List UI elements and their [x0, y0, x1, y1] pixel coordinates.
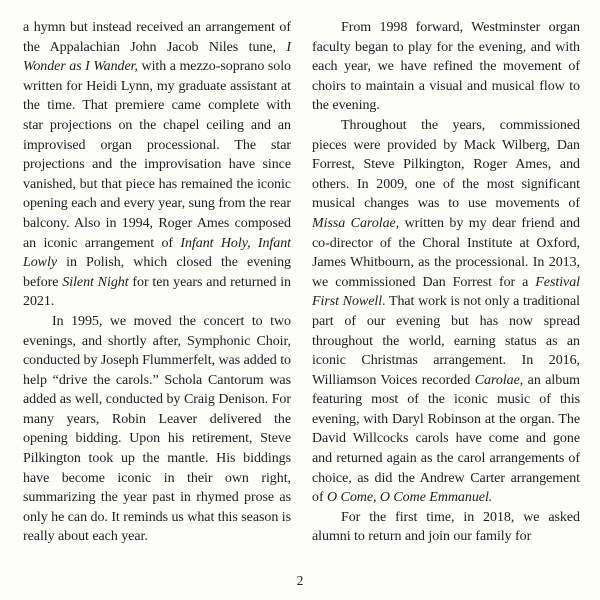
paragraph: Throughout the years, commissioned pieces were provided by Mack Wilberg, Dan Forrest, Steve Pilkington, Roger Ames, and others. In 2009, one of the most significant musical changes was to use movements of Missa Carolae, written by my dear friend and co-director of the Choral Institute at Oxford, James Whitbourn, as the processional. In 2013, we commissioned Dan Forrest for a Festival First Nowell. That work is not only a traditional part of our evening but has now spread throughout the world, earning status as an iconic Christmas arrangement. In 2016, Williamson Voices recorded Carolae, an album featuring most of the iconic music of this evening, with Daryl Robinson at the organ. The David Willcocks carols have come and gone and returned again as the carol arrangements of choice, as did the Andrew Carter arrangement of O Come, O Come Emmanuel. [312, 117, 580, 506]
paragraph: From 1998 forward, Westminster organ faculty began to play for the evening, and with each year, we have refined the movement of choirs to maintain a visual and musical flow to the evening. [312, 20, 580, 114]
paragraph: In 1995, we moved the concert to two evenings, and shortly after, Symphonic Choir, conducted by Joseph Flummerfelt, was added to help “drive the carols.” Schola Cantorum was added as well, conducted by Craig Denison. For many years, Robin Leaver delivered the opening bidding. Upon his retirement, Steve Pilkington took up the mantle. His biddings have become iconic in their own right, summarizing the year past in rhymed prose as only he can do. It reminds us what this season is really about each year. [23, 313, 291, 545]
paragraph: a hymn but instead received an arrangement of the Appalachian John Jacob Niles tune, I Wonder as I Wander, with a mezzo-soprano solo written for Heidi Lynn, my graduate assistant at the time. That premiere came complete with star projections on the chapel ceiling and an improvised organ processional. The star projections and the improvisation have since vanished, but that piece has remained the iconic opening each and every year, sung from the rear balcony. Also in 1994, Roger Ames composed an iconic arrangement of Infant Holy, Infant Lowly in Polish, which closed the evening before Silent Night for ten years and returned in 2021. [23, 20, 292, 310]
text-column-right [312, 18, 580, 547]
text-columns [23, 18, 578, 547]
text-column-left [23, 18, 291, 547]
paragraph: For the first time, in 2018, we asked alumni to return and join our family for [312, 509, 580, 545]
page-number: 2 [296, 573, 304, 588]
